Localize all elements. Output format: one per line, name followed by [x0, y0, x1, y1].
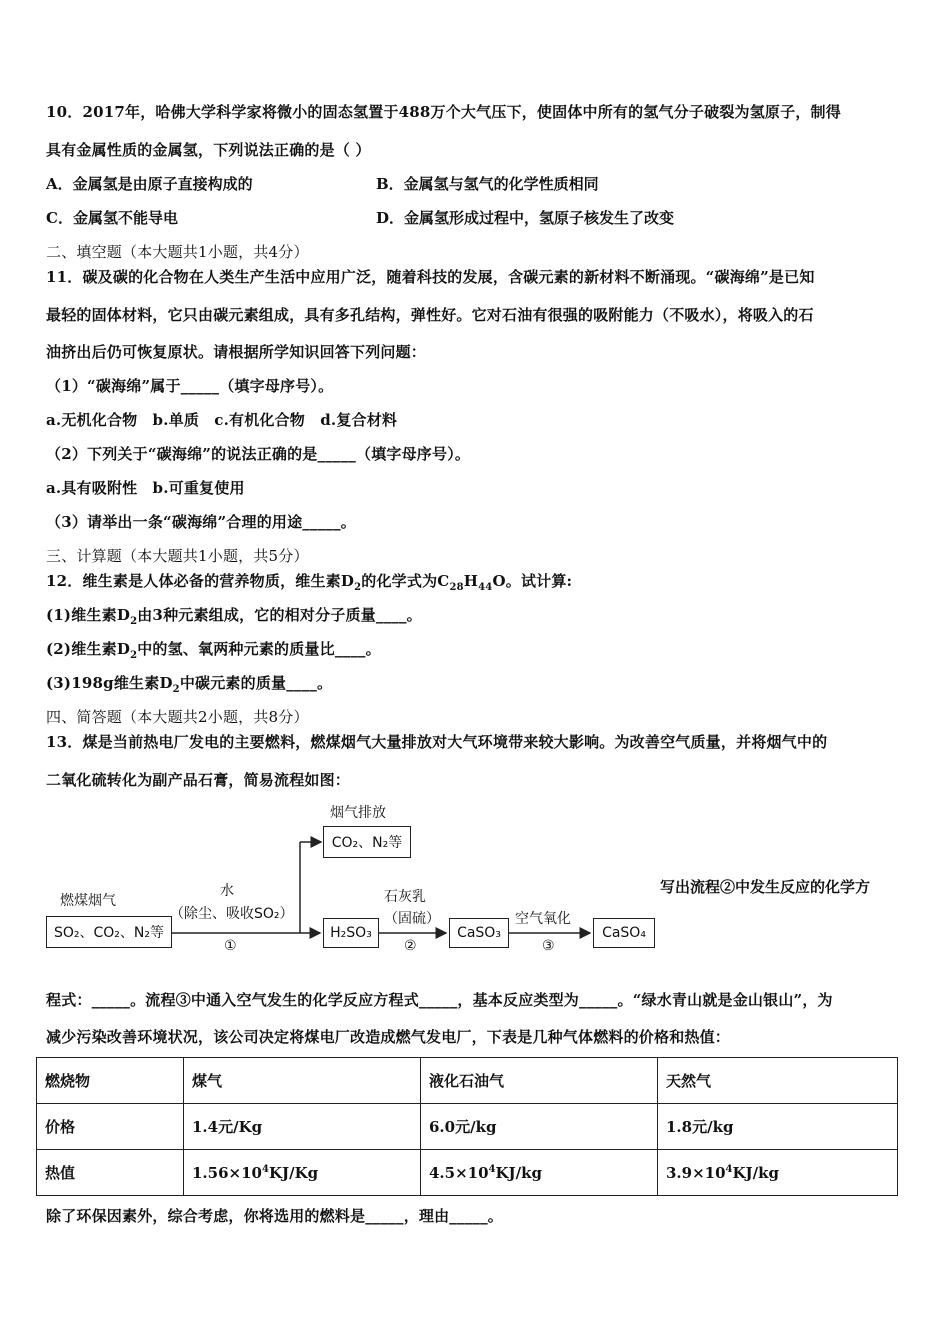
water-label: 水: [220, 883, 234, 899]
q12-part3: (3)198g维生素$D_2$中碳元素的质量____。: [46, 674, 333, 695]
water-note: （除尘、吸收SO₂）: [170, 906, 294, 922]
q11-part2-options: a.具有吸附性 b.可重复使用: [46, 479, 245, 497]
air-label: 空气氧化: [515, 911, 571, 927]
table-cell: $3.9\times 10^4KJ/kg$: [658, 1150, 898, 1196]
table-row-label: 价格: [37, 1104, 184, 1150]
process-flow-diagram: [40, 800, 670, 960]
q12-intro-text-2: 的化学式为: [361, 572, 438, 590]
q12-stem: [46, 571, 572, 598]
q12-intro-text-3: 。试计算:: [505, 572, 573, 590]
emission-box: CO₂、N₂等: [323, 826, 411, 858]
q12-part2: (2)维生素$D_2$中的氢、氧两种元素的质量比____。: [46, 640, 381, 661]
fuel-table: [36, 1057, 898, 1196]
table-cell: $1.56\times 10^4KJ/Kg$: [184, 1150, 421, 1196]
q10-stem-line1: 10．2017年，哈佛大学科学家将微小的固态氢置于488万个大气压下，使固体中所有的氢气分子破裂为氢原子，制得: [46, 103, 841, 121]
table-cell: 1.4元/Kg: [184, 1104, 421, 1150]
q11-part2: （2）下列关于“碳海绵”的说法正确的是_____（填字母序号）。: [46, 445, 471, 463]
q11-stem-line2: 最轻的固体材料，它只由碳元素组成，具有多孔结构，弹性好。它对石油有很强的吸附能力（不吸水），将吸入的石: [46, 306, 814, 324]
q12-intro-text: 12．维生素是人体必备的营养物质，维生素: [46, 572, 341, 590]
q10-option-d: D．金属氢形成过程中，氢原子核发生了改变: [376, 209, 675, 227]
q13-side-text: 写出流程②中发生反应的化学方: [660, 878, 871, 896]
q13-stem-line2: 二氧化硫转化为副产品石膏，简易流程如图：: [46, 771, 351, 789]
input-label: 燃煤烟气: [60, 893, 116, 909]
vitamin-d2-formula: $C_{28}H_{44}O$: [437, 572, 506, 593]
table-row-price: [37, 1104, 898, 1150]
q12-part1: (1)维生素$D_2$由3种元素组成，它的相对分子质量____。: [46, 606, 422, 627]
table-cell: 1.8元/kg: [658, 1104, 898, 1150]
table-cell: $4.5\times 10^4KJ/kg$: [421, 1150, 658, 1196]
h2so3-box: H₂SO₃: [323, 918, 379, 948]
q11-stem-line1: 11．碳及碳的化合物在人类生产生活中应用广泛，随着科技的发展，含碳元素的新材料不断涌现。“碳海绵”是已知: [46, 268, 815, 286]
q13-stem-line1: 13．煤是当前热电厂发电的主要燃料，燃煤烟气大量排放对大气环境带来较大影响。为改善空气质量，并将烟气中的: [46, 733, 828, 751]
table-header-cell: 煤气: [184, 1058, 421, 1104]
table-header-cell: 天然气: [658, 1058, 898, 1104]
section-2-heading: 二、填空题（本大题共1小题，共4分）: [46, 243, 309, 261]
caso3-box: CaSO₃: [449, 918, 509, 948]
q13-last-line: 除了环保因素外，综合考虑，你将选用的燃料是_____，理由_____。: [46, 1207, 504, 1225]
caso4-box: CaSO₄: [593, 918, 655, 948]
q10-stem-line2: 具有金属性质的金属氢，下列说法正确的是（ ）: [46, 141, 371, 159]
input-box: SO₂、CO₂、N₂等: [46, 916, 172, 948]
q11-part1: （1）“碳海绵”属于_____（填字母序号）。: [46, 377, 334, 395]
table-row-heat: [37, 1150, 898, 1196]
table-header-row: [37, 1058, 898, 1104]
table-row-label: 热值: [37, 1150, 184, 1196]
q10-option-b: B．金属氢与氢气的化学性质相同: [376, 175, 599, 193]
step-3-marker: ③: [542, 938, 555, 954]
table-header-cell: 液化石油气: [421, 1058, 658, 1104]
q11-part3: （3）请举出一条“碳海绵”合理的用途_____。: [46, 513, 356, 531]
step-2-marker: ②: [404, 938, 417, 954]
q10-option-c: C．金属氢不能导电: [46, 209, 178, 227]
table-header-cell: 燃烧物: [37, 1058, 184, 1104]
step-1-marker: ①: [224, 938, 237, 954]
emission-label: 烟气排放: [330, 805, 386, 821]
lime-note: （固硫）: [384, 911, 440, 927]
q11-stem-line3: 油挤出后仍可恢复原状。请根据所学知识回答下列问题：: [46, 343, 427, 361]
q11-part1-options: a.无机化合物 b.单质 c.有机化合物 d.复合材料: [46, 411, 398, 429]
q13-line4: 减少污染改善环境状况，该公司决定将煤电厂改造成燃气发电厂，下表是几种气体燃料的价格和热值：: [46, 1028, 731, 1046]
table-cell: 6.0元/kg: [421, 1104, 658, 1150]
vitamin-d2: $D_2$: [340, 572, 362, 593]
q13-line3: 程式：_____。流程③中通入空气发生的化学反应方程式_____，基本反应类型为_____。“绿水青山就是金山银山”，为: [46, 991, 833, 1009]
q10-option-a: A．金属氢是由原子直接构成的: [46, 175, 253, 193]
section-4-heading: 四、简答题（本大题共2小题，共8分）: [46, 708, 309, 726]
lime-label: 石灰乳: [384, 889, 426, 905]
section-3-heading: 三、计算题（本大题共1小题，共5分）: [46, 547, 309, 565]
